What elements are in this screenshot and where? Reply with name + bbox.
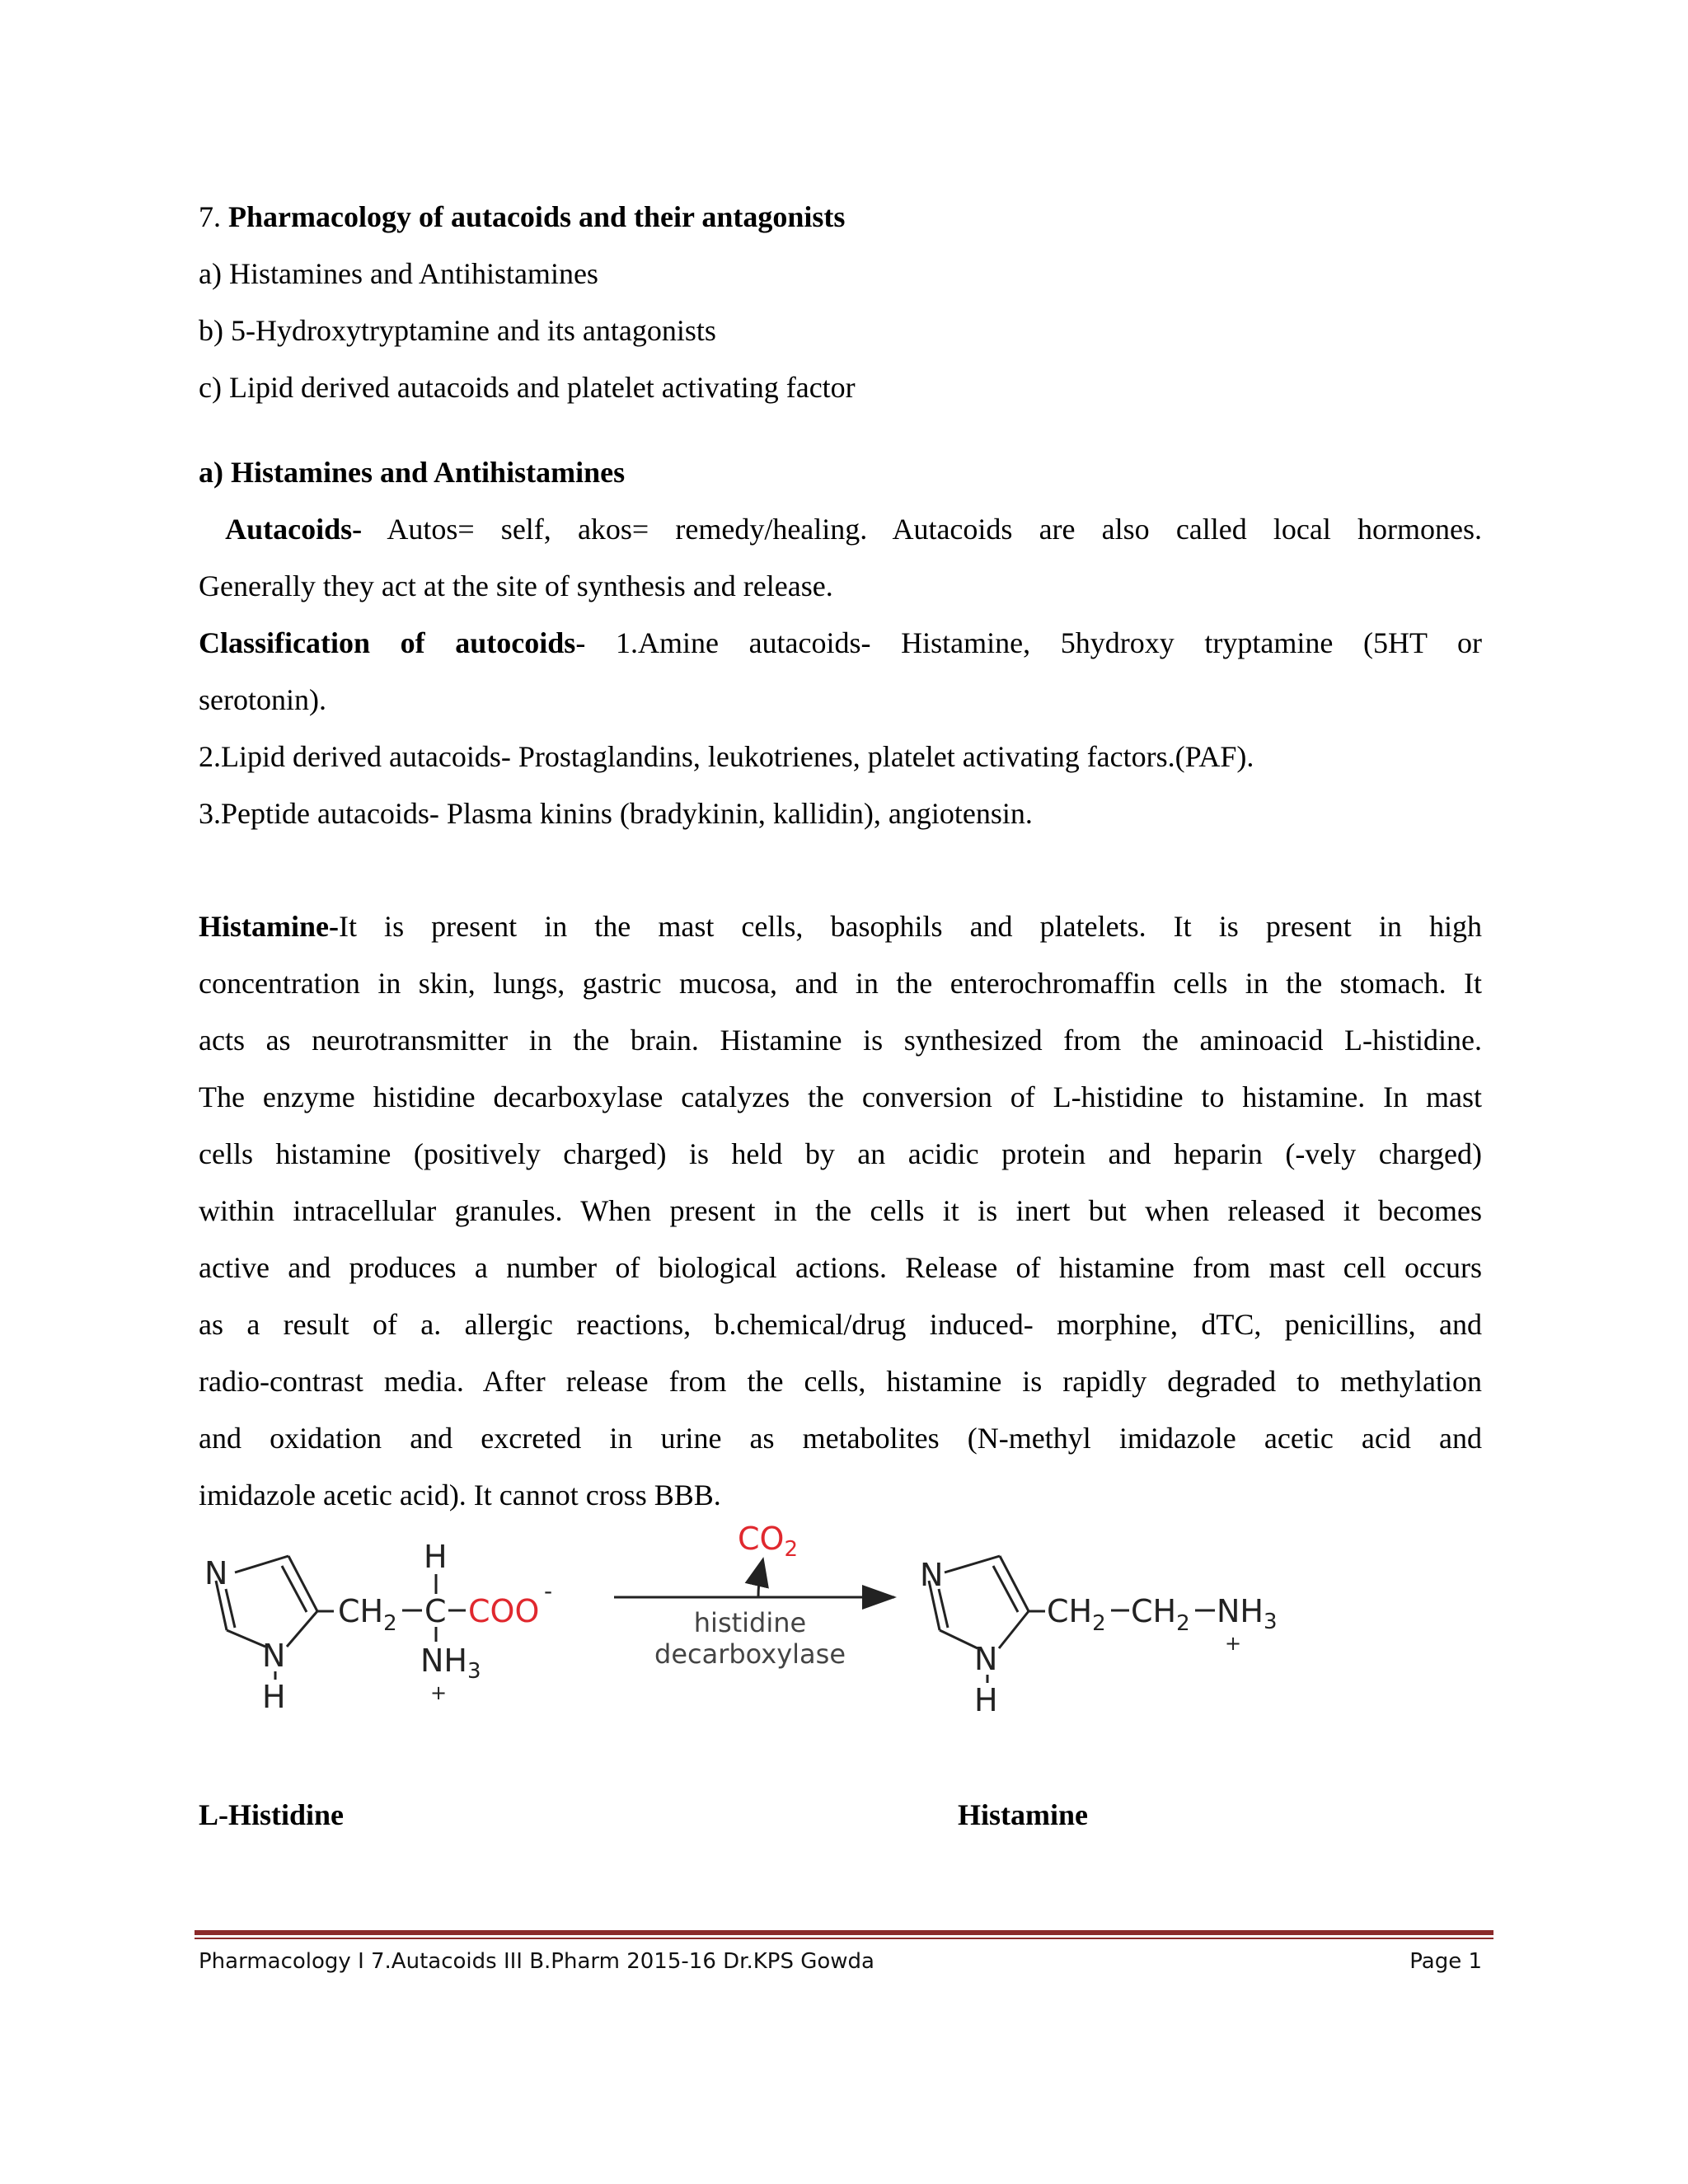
classification-line-1: [199, 626, 1482, 659]
co2-release-arrow: [758, 1562, 762, 1597]
footer-course-info: Pharmacology I 7.Autacoids III B.Pharm 2015-16 Dr.KPS Gowda: [199, 1949, 874, 1974]
histidine-coo: COO: [468, 1593, 540, 1629]
autacoids-line-1: [199, 513, 1482, 546]
toc-item-c: c) Lipid derived autacoids and platelet activating factor: [199, 371, 856, 404]
toc-item-b: b) 5-Hydroxytryptamine and its antagonists: [199, 314, 716, 347]
histidine-nh3: $NH_3$: [420, 1643, 481, 1684]
histamine-line-5: cells histamine (positively charged) is held by an acidic protein and heparin (-vely charged): [199, 1137, 1482, 1170]
section-heading: a) Histamines and Antihistamines: [199, 456, 626, 489]
histamine-label: Histamine-: [199, 910, 339, 943]
histidine-ring: [216, 1556, 334, 1647]
toc-item-a: a) Histamines and Antihistamines: [199, 257, 598, 290]
histidine-ring-n1: N: [204, 1555, 228, 1591]
histamine-nh3-charge: +: [1225, 1632, 1242, 1655]
histidine-coo-charge: -: [544, 1577, 553, 1605]
autacoids-label: Autacoids-: [225, 513, 363, 546]
classification-text-1: - 1.Amine autacoids- Histamine, 5hydroxy tryptamine (5HT or: [575, 626, 1482, 659]
histamine-ring-n1: N: [920, 1557, 944, 1593]
histamine-ring-n3: N: [974, 1641, 998, 1677]
histamine-line-7: active and produces a number of biological actions. Release of histamine from mast cell occurs: [199, 1251, 1482, 1284]
classification-label: Classification of autocoids: [199, 626, 576, 659]
histamine-line-2: concentration in skin, lungs, gastric mucosa, and in the enterochromaffin cells in the stomach. It: [199, 967, 1482, 1000]
histamine-line-10: and oxidation and excreted in urine as metabolites (N-methyl imidazole acetic acid and: [199, 1422, 1482, 1455]
histamine-line-9: radio-contrast media. After release from the cells, histamine is rapidly degraded to methylation: [199, 1365, 1482, 1398]
histidine-ring-n3: N: [262, 1638, 286, 1674]
histamine-line-3: acts as neurotransmitter in the brain. Histamine is synthesized from the aminoacid L-histidine.: [199, 1024, 1482, 1057]
histidine-nh3-charge: +: [430, 1681, 448, 1704]
co2-label: $CO_2$: [738, 1525, 798, 1562]
histamine-line-8: as a result of a. allergic reactions, b.chemical/drug induced- morphine, dTC, penicillins, and: [199, 1308, 1482, 1341]
heading-number: 7.: [199, 200, 228, 233]
histamine-line-11: imidazole acetic acid). It cannot cross BBB.: [199, 1479, 721, 1511]
histamine-line-4: The enzyme histidine decarboxylase catalyzes the conversion of L-histidine to histamine. In mast: [199, 1080, 1482, 1113]
autacoids-text-1: Autos= self, akos= remedy/healing. Autacoids are also called local hormones.: [387, 513, 1483, 546]
histamine-ring-h: H: [974, 1682, 998, 1718]
footer-rule-thick: [195, 1930, 1493, 1935]
histamine-ch2-2: $CH_2$: [1131, 1593, 1190, 1636]
enzyme-name-line-1: histidine: [693, 1607, 807, 1638]
footer-page-number: Page 1: [1409, 1949, 1482, 1974]
histamine-nh3: $NH_3$: [1217, 1593, 1278, 1634]
footer-rule-thin: [195, 1938, 1493, 1939]
enzyme-name-line-2: decarboxylase: [654, 1638, 846, 1670]
histidine-alpha-h: H: [424, 1539, 448, 1575]
histidine-ch2: $CH_2$: [338, 1593, 397, 1636]
histidine-decarboxylation-diagram: [190, 1525, 1327, 1764]
classification-line-2: 2.Lipid derived autacoids- Prostaglandins, leukotrienes, platelet activating factors.(PAF).: [199, 740, 1254, 773]
histidine-ring-h: H: [262, 1679, 286, 1715]
classification-line-1b: serotonin).: [199, 683, 326, 716]
histamine-ch2-1: $CH_2$: [1047, 1593, 1106, 1636]
heading-title: Pharmacology of autacoids and their antagonists: [228, 200, 846, 233]
histamine-ring: [929, 1556, 1045, 1648]
classification-line-3: 3.Peptide autacoids- Plasma kinins (bradykinin, kallidin), angiotensin.: [199, 797, 1033, 830]
page-heading: [199, 200, 845, 233]
histidine-alpha-c: C: [424, 1593, 447, 1629]
label-l-histidine: L-Histidine: [199, 1798, 345, 1831]
label-histamine: Histamine: [958, 1798, 1088, 1831]
autacoids-line-2: Generally they act at the site of synthesis and release.: [199, 569, 833, 602]
histamine-line-6: within intracellular granules. When present in the cells it is inert but when released it becomes: [199, 1194, 1482, 1227]
histamine-line-1: Histamine-It is present in the mast cells, basophils and platelets. It is present in high: [199, 910, 1482, 943]
histamine-paragraph: [199, 910, 1482, 1535]
